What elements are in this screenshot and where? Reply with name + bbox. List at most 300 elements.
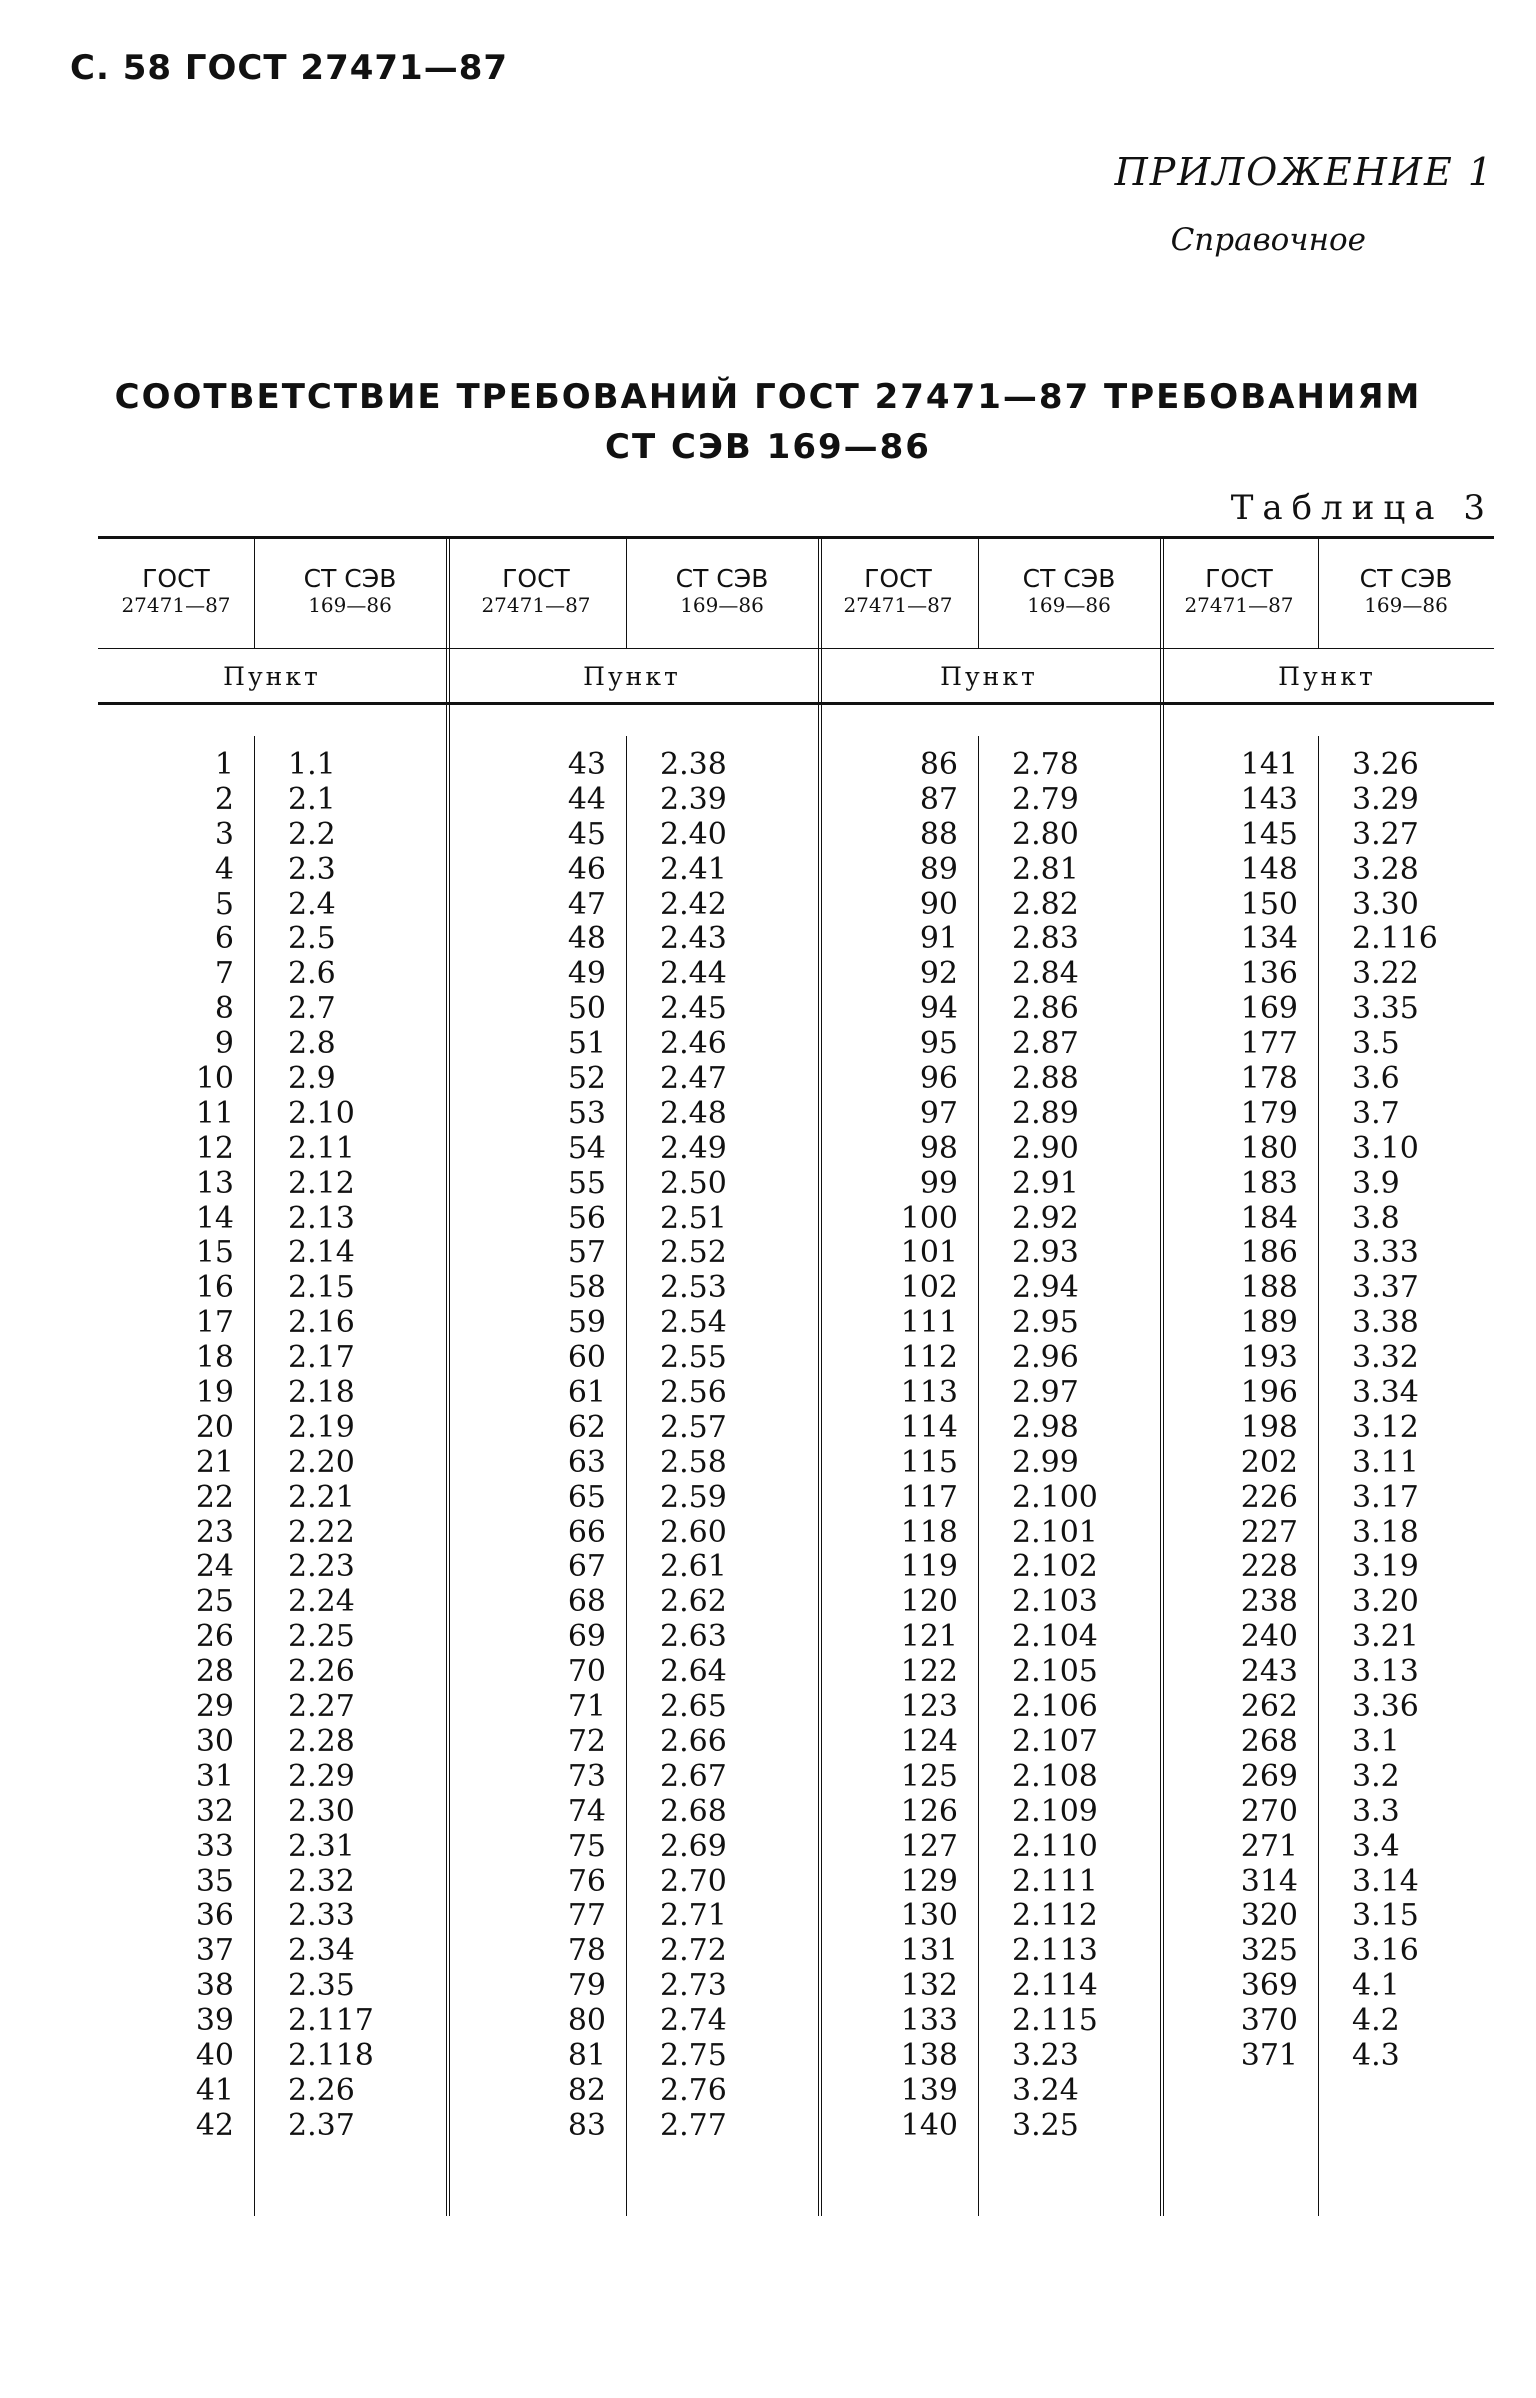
gost-item: 141 — [1240, 747, 1298, 782]
gost-item: 98 — [919, 1130, 958, 1166]
sev-item: 2.60 — [660, 1514, 727, 1550]
sev-item: 3.24 — [1012, 2072, 1079, 2108]
gost-item: 95 — [919, 1026, 958, 1062]
gost-item: 22 — [195, 1479, 234, 1515]
sev-item: 3.1 — [1352, 1723, 1400, 1759]
gost-item: 83 — [567, 2107, 606, 2143]
gost-item: 262 — [1240, 1689, 1298, 1725]
sev-item: 3.15 — [1352, 1898, 1419, 1934]
sev-item: 2.4 — [288, 886, 336, 922]
sev-item: 2.27 — [288, 1689, 355, 1725]
gost-item: 183 — [1240, 1165, 1298, 1201]
sev-item: 2.105 — [1012, 1654, 1098, 1690]
header-rule — [98, 648, 1494, 649]
gost-item: 94 — [919, 991, 958, 1027]
sev-item: 4.2 — [1352, 2003, 1400, 2039]
sev-item: 2.22 — [288, 1514, 355, 1550]
sev-item: 2.59 — [660, 1479, 727, 1515]
gost-item: 125 — [900, 1758, 958, 1794]
header-sev-label: СТ СЭВ — [675, 564, 769, 593]
gost-item: 40 — [195, 2037, 234, 2073]
header-sev-label: СТ СЭВ — [303, 564, 397, 593]
sev-item: 2.18 — [288, 1375, 355, 1411]
gost-item: 65 — [567, 1479, 606, 1515]
sev-item: 2.2 — [288, 816, 336, 852]
sev-item: 3.25 — [1012, 2107, 1079, 2143]
sev-item: 2.10 — [288, 1095, 355, 1131]
sev-item: 2.37 — [288, 2107, 355, 2143]
header-sev-label: СТ СЭВ — [1359, 564, 1453, 593]
sev-item: 2.38 — [660, 747, 727, 782]
gost-item: 31 — [195, 1758, 234, 1794]
gost-item-column — [98, 748, 234, 2144]
sev-item: 2.55 — [660, 1340, 727, 1376]
sev-item: 2.115 — [1012, 2003, 1098, 2039]
gost-item: 117 — [900, 1479, 958, 1515]
sev-item: 2.70 — [660, 1863, 727, 1899]
sev-item: 3.17 — [1352, 1479, 1419, 1515]
sev-item: 3.6 — [1352, 1061, 1400, 1097]
gost-item: 36 — [195, 1898, 234, 1934]
gost-item: 32 — [195, 1793, 234, 1829]
gost-item: 270 — [1240, 1793, 1298, 1829]
gost-item: 3 — [214, 816, 234, 852]
document-title-line-2: СТ СЭВ 169—86 — [605, 427, 931, 467]
sev-item: 2.66 — [660, 1723, 727, 1759]
gost-item: 21 — [195, 1444, 234, 1480]
gost-item: 238 — [1240, 1584, 1298, 1620]
gost-item: 25 — [195, 1584, 234, 1620]
gost-item: 19 — [195, 1375, 234, 1411]
gost-item: 38 — [195, 1968, 234, 2004]
sev-item: 2.23 — [288, 1549, 355, 1585]
sev-item: 2.109 — [1012, 1793, 1098, 1829]
gost-item: 72 — [567, 1723, 606, 1759]
sev-item: 3.36 — [1352, 1689, 1419, 1725]
gost-item: 114 — [900, 1409, 958, 1445]
sev-item: 2.30 — [288, 1793, 355, 1829]
sev-item: 2.73 — [660, 1968, 727, 2004]
sev-item: 2.77 — [660, 2107, 727, 2143]
gost-item: 370 — [1240, 2003, 1298, 2039]
gost-item: 150 — [1240, 886, 1298, 922]
sev-item: 3.7 — [1352, 1095, 1400, 1131]
gost-item: 39 — [195, 2003, 234, 2039]
sev-item: 2.100 — [1012, 1479, 1098, 1515]
gost-item: 51 — [567, 1026, 606, 1062]
gost-item: 76 — [567, 1863, 606, 1899]
sev-item: 3.8 — [1352, 1200, 1400, 1236]
sev-item: 2.35 — [288, 1968, 355, 2004]
sev-item: 3.22 — [1352, 956, 1419, 992]
gost-item: 271 — [1240, 1828, 1298, 1864]
sev-item: 2.88 — [1012, 1061, 1079, 1097]
sev-item-column — [288, 748, 440, 2144]
gost-item: 198 — [1240, 1409, 1298, 1445]
sev-item: 2.84 — [1012, 956, 1079, 992]
header-punkt: Пункт — [940, 662, 1038, 691]
sev-item: 2.28 — [288, 1723, 355, 1759]
sev-item: 3.35 — [1352, 991, 1419, 1027]
sev-item: 2.91 — [1012, 1165, 1079, 1201]
sev-item: 2.3 — [288, 851, 336, 887]
gost-item: 129 — [900, 1863, 958, 1899]
gost-item: 63 — [567, 1444, 606, 1480]
gost-item: 6 — [214, 921, 234, 957]
gost-item: 228 — [1240, 1549, 1298, 1585]
gost-item: 193 — [1240, 1340, 1298, 1376]
sev-item: 2.51 — [660, 1200, 727, 1236]
header-sev — [1318, 566, 1494, 618]
sev-item: 2.90 — [1012, 1130, 1079, 1166]
gost-item: 37 — [195, 1933, 234, 1969]
gost-item: 100 — [900, 1200, 958, 1236]
gost-item: 227 — [1240, 1514, 1298, 1550]
gost-item: 186 — [1240, 1235, 1298, 1271]
gost-item: 96 — [919, 1061, 958, 1097]
gost-item: 16 — [195, 1270, 234, 1306]
gost-item: 50 — [567, 991, 606, 1027]
sev-item: 2.114 — [1012, 1968, 1098, 2004]
sev-item: 2.67 — [660, 1758, 727, 1794]
sev-item: 2.24 — [288, 1584, 355, 1620]
gost-item: 45 — [567, 816, 606, 852]
gost-item: 97 — [919, 1095, 958, 1131]
body-column-divider — [1318, 736, 1319, 2216]
gost-item: 178 — [1240, 1061, 1298, 1097]
gost-item: 269 — [1240, 1758, 1298, 1794]
gost-item: 70 — [567, 1654, 606, 1690]
sev-item: 2.29 — [288, 1758, 355, 1794]
sev-item: 2.8 — [288, 1026, 336, 1062]
gost-item: 17 — [195, 1305, 234, 1341]
gost-item: 102 — [900, 1270, 958, 1306]
sev-item: 2.103 — [1012, 1584, 1098, 1620]
gost-item: 143 — [1240, 781, 1298, 817]
table-top-rule — [98, 536, 1494, 539]
gost-item: 60 — [567, 1340, 606, 1376]
body-column-divider — [978, 736, 979, 2216]
sev-item: 4.1 — [1352, 1968, 1400, 2004]
gost-item: 89 — [919, 851, 958, 887]
gost-item: 48 — [567, 921, 606, 957]
body-column-divider — [626, 736, 627, 2216]
gost-item: 61 — [567, 1375, 606, 1411]
gost-item: 92 — [919, 956, 958, 992]
gost-item: 127 — [900, 1828, 958, 1864]
gost-item: 268 — [1240, 1723, 1298, 1759]
sev-item: 2.95 — [1012, 1305, 1079, 1341]
gost-item: 120 — [900, 1584, 958, 1620]
gost-item: 58 — [567, 1270, 606, 1306]
sev-item: 2.69 — [660, 1828, 727, 1864]
header-gost-number: 27471—87 — [481, 593, 591, 617]
table-label: Таблица 3 — [1230, 488, 1494, 528]
gost-item: 49 — [567, 956, 606, 992]
sev-item: 2.19 — [288, 1409, 355, 1445]
gost-item: 136 — [1240, 956, 1298, 992]
sev-item: 2.98 — [1012, 1409, 1079, 1445]
gost-item: 30 — [195, 1723, 234, 1759]
gost-item: 14 — [195, 1200, 234, 1236]
gost-item: 5 — [214, 886, 234, 922]
gost-item: 243 — [1240, 1654, 1298, 1690]
sev-item: 2.101 — [1012, 1514, 1098, 1550]
gost-item: 2 — [214, 781, 234, 817]
gost-item: 12 — [195, 1130, 234, 1166]
sev-item: 2.71 — [660, 1898, 727, 1934]
header-gost — [1160, 566, 1318, 618]
sev-item: 2.49 — [660, 1130, 727, 1166]
header-gost — [98, 566, 254, 618]
sev-item: 2.113 — [1012, 1933, 1098, 1969]
gost-item: 133 — [900, 2003, 958, 2039]
sev-item: 2.76 — [660, 2072, 727, 2108]
sev-item: 3.12 — [1352, 1409, 1419, 1445]
sev-item: 2.99 — [1012, 1444, 1079, 1480]
gost-item: 325 — [1240, 1933, 1298, 1969]
sev-item: 2.63 — [660, 1619, 727, 1655]
sev-item: 2.34 — [288, 1933, 355, 1969]
sev-item: 2.61 — [660, 1549, 727, 1585]
gost-item-column — [446, 748, 606, 2144]
gost-item: 47 — [567, 886, 606, 922]
gost-item: 44 — [567, 781, 606, 817]
sev-item: 2.107 — [1012, 1723, 1098, 1759]
gost-item: 79 — [567, 1968, 606, 2004]
sev-item: 3.32 — [1352, 1340, 1419, 1376]
gost-item: 148 — [1240, 851, 1298, 887]
sev-item: 2.89 — [1012, 1095, 1079, 1131]
gost-item: 69 — [567, 1619, 606, 1655]
gost-item: 15 — [195, 1235, 234, 1271]
header-gost-label: ГОСТ — [1205, 564, 1273, 593]
sev-item: 2.47 — [660, 1061, 727, 1097]
gost-item: 140 — [900, 2107, 958, 2143]
header-sev-number: 169—86 — [308, 593, 392, 617]
sev-item: 3.23 — [1012, 2037, 1079, 2073]
gost-item: 145 — [1240, 816, 1298, 852]
header-gost-label: ГОСТ — [142, 564, 210, 593]
sev-item: 3.5 — [1352, 1026, 1400, 1062]
sev-item: 2.102 — [1012, 1549, 1098, 1585]
sev-item: 3.29 — [1352, 781, 1419, 817]
gost-item-column — [1160, 748, 1298, 2074]
gost-item: 90 — [919, 886, 958, 922]
gost-item: 112 — [900, 1340, 958, 1376]
gost-item: 139 — [900, 2072, 958, 2108]
sev-item: 2.118 — [288, 2037, 374, 2073]
gost-item: 53 — [567, 1095, 606, 1131]
gost-item: 189 — [1240, 1305, 1298, 1341]
header-gost-label: ГОСТ — [864, 564, 932, 593]
gost-item: 71 — [567, 1689, 606, 1725]
header-sev — [978, 566, 1160, 618]
gost-item: 77 — [567, 1898, 606, 1934]
sev-item: 2.87 — [1012, 1026, 1079, 1062]
sev-item: 2.116 — [1352, 921, 1438, 957]
gost-item: 46 — [567, 851, 606, 887]
gost-item: 122 — [900, 1654, 958, 1690]
gost-item: 115 — [900, 1444, 958, 1480]
header-punkt: Пункт — [223, 662, 321, 691]
gost-item: 99 — [919, 1165, 958, 1201]
sev-item: 2.83 — [1012, 921, 1079, 957]
gost-item: 55 — [567, 1165, 606, 1201]
sev-item: 2.78 — [1012, 747, 1079, 782]
gost-item: 13 — [195, 1165, 234, 1201]
sev-item: 2.96 — [1012, 1340, 1079, 1376]
header-sev-number: 169—86 — [1027, 593, 1111, 617]
sev-item: 3.30 — [1352, 886, 1419, 922]
sev-item: 2.80 — [1012, 816, 1079, 852]
header-sev — [626, 566, 818, 618]
gost-item: 119 — [900, 1549, 958, 1585]
gost-item: 101 — [900, 1235, 958, 1271]
gost-item: 7 — [214, 956, 234, 992]
sev-item: 2.117 — [288, 2003, 374, 2039]
sev-item: 3.34 — [1352, 1375, 1419, 1411]
header-sev-number: 169—86 — [1364, 593, 1448, 617]
sev-item: 2.50 — [660, 1165, 727, 1201]
sev-item: 2.53 — [660, 1270, 727, 1306]
sev-item: 3.9 — [1352, 1165, 1400, 1201]
sev-item: 2.81 — [1012, 851, 1079, 887]
gost-item: 33 — [195, 1828, 234, 1864]
gost-item: 188 — [1240, 1270, 1298, 1306]
sev-item: 2.7 — [288, 991, 336, 1027]
gost-item: 8 — [214, 991, 234, 1027]
document-title — [0, 372, 1536, 472]
gost-item: 18 — [195, 1340, 234, 1376]
gost-item: 1 — [214, 747, 234, 782]
header-gost-number: 27471—87 — [843, 593, 953, 617]
sev-item: 2.40 — [660, 816, 727, 852]
gost-item: 24 — [195, 1549, 234, 1585]
sev-item: 2.6 — [288, 956, 336, 992]
sev-item: 2.75 — [660, 2037, 727, 2073]
sev-item: 3.38 — [1352, 1305, 1419, 1341]
sev-item-column — [1012, 748, 1154, 2144]
sev-item: 2.62 — [660, 1584, 727, 1620]
sev-item: 2.44 — [660, 956, 727, 992]
gost-item: 134 — [1240, 921, 1298, 957]
sev-item-column — [1352, 748, 1488, 2074]
sev-item: 2.16 — [288, 1305, 355, 1341]
gost-item: 314 — [1240, 1863, 1298, 1899]
sev-item: 2.110 — [1012, 1828, 1098, 1864]
gost-item: 4 — [214, 851, 234, 887]
sev-item: 1.1 — [288, 747, 336, 782]
gost-item: 121 — [900, 1619, 958, 1655]
sev-item: 2.86 — [1012, 991, 1079, 1027]
gost-item: 23 — [195, 1514, 234, 1550]
correspondence-table — [98, 536, 1494, 2216]
sev-item: 3.20 — [1352, 1584, 1419, 1620]
appendix-title: ПРИЛОЖЕНИЕ 1 — [1114, 150, 1494, 194]
gost-item: 180 — [1240, 1130, 1298, 1166]
sev-item: 3.4 — [1352, 1828, 1400, 1864]
header-punkt: Пункт — [1278, 662, 1376, 691]
sev-item: 2.57 — [660, 1409, 727, 1445]
gost-item: 62 — [567, 1409, 606, 1445]
gost-item: 68 — [567, 1584, 606, 1620]
gost-item: 369 — [1240, 1968, 1298, 2004]
gost-item: 52 — [567, 1061, 606, 1097]
gost-item: 371 — [1240, 2037, 1298, 2073]
sev-item: 2.33 — [288, 1898, 355, 1934]
sev-item: 2.106 — [1012, 1689, 1098, 1725]
sev-item: 2.25 — [288, 1619, 355, 1655]
sev-item: 2.97 — [1012, 1375, 1079, 1411]
sev-item: 2.45 — [660, 991, 727, 1027]
gost-item: 41 — [195, 2072, 234, 2108]
sev-item: 3.19 — [1352, 1549, 1419, 1585]
sev-item: 2.11 — [288, 1130, 355, 1166]
sev-item: 3.26 — [1352, 747, 1419, 782]
sev-item: 2.42 — [660, 886, 727, 922]
sev-item: 2.31 — [288, 1828, 355, 1864]
sev-item: 2.21 — [288, 1479, 355, 1515]
sev-item: 2.5 — [288, 921, 336, 957]
gost-item: 80 — [567, 2003, 606, 2039]
gost-item: 226 — [1240, 1479, 1298, 1515]
gost-item: 177 — [1240, 1026, 1298, 1062]
sev-item: 3.11 — [1352, 1444, 1419, 1480]
sev-item: 2.20 — [288, 1444, 355, 1480]
sev-item: 2.58 — [660, 1444, 727, 1480]
sev-item: 2.64 — [660, 1654, 727, 1690]
page-header: С. 58 ГОСТ 27471—87 — [70, 48, 509, 88]
gost-item: 81 — [567, 2037, 606, 2073]
gost-item: 26 — [195, 1619, 234, 1655]
gost-item: 75 — [567, 1828, 606, 1864]
gost-item: 67 — [567, 1549, 606, 1585]
sev-item: 2.52 — [660, 1235, 727, 1271]
header-sev-label: СТ СЭВ — [1022, 564, 1116, 593]
sev-item: 2.79 — [1012, 781, 1079, 817]
gost-item: 82 — [567, 2072, 606, 2108]
gost-item: 87 — [919, 781, 958, 817]
header-gost-number: 27471—87 — [1184, 593, 1294, 617]
sev-item: 3.21 — [1352, 1619, 1419, 1655]
gost-item-column — [818, 748, 958, 2144]
gost-item: 74 — [567, 1793, 606, 1829]
document-title-line-1: СООТВЕТСТВИЕ ТРЕБОВАНИЙ ГОСТ 27471—87 ТРЕБОВАНИЯМ — [114, 377, 1422, 417]
gost-item: 88 — [919, 816, 958, 852]
sev-item: 3.2 — [1352, 1758, 1400, 1794]
gost-item: 86 — [919, 747, 958, 782]
appendix-subtitle: Справочное — [1170, 222, 1366, 258]
gost-item: 202 — [1240, 1444, 1298, 1480]
sev-item: 2.111 — [1012, 1863, 1098, 1899]
sev-item: 2.41 — [660, 851, 727, 887]
sev-item: 2.56 — [660, 1375, 727, 1411]
gost-item: 130 — [900, 1898, 958, 1934]
sev-item: 2.15 — [288, 1270, 355, 1306]
sev-item: 4.3 — [1352, 2037, 1400, 2073]
sev-item: 3.16 — [1352, 1933, 1419, 1969]
gost-item: 184 — [1240, 1200, 1298, 1236]
gost-item: 20 — [195, 1409, 234, 1445]
sev-item: 2.1 — [288, 781, 336, 817]
sev-item: 2.82 — [1012, 886, 1079, 922]
gost-item: 42 — [195, 2107, 234, 2143]
header-punkt: Пункт — [583, 662, 681, 691]
sev-item: 3.13 — [1352, 1654, 1419, 1690]
gost-item: 138 — [900, 2037, 958, 2073]
sev-item: 2.48 — [660, 1095, 727, 1131]
